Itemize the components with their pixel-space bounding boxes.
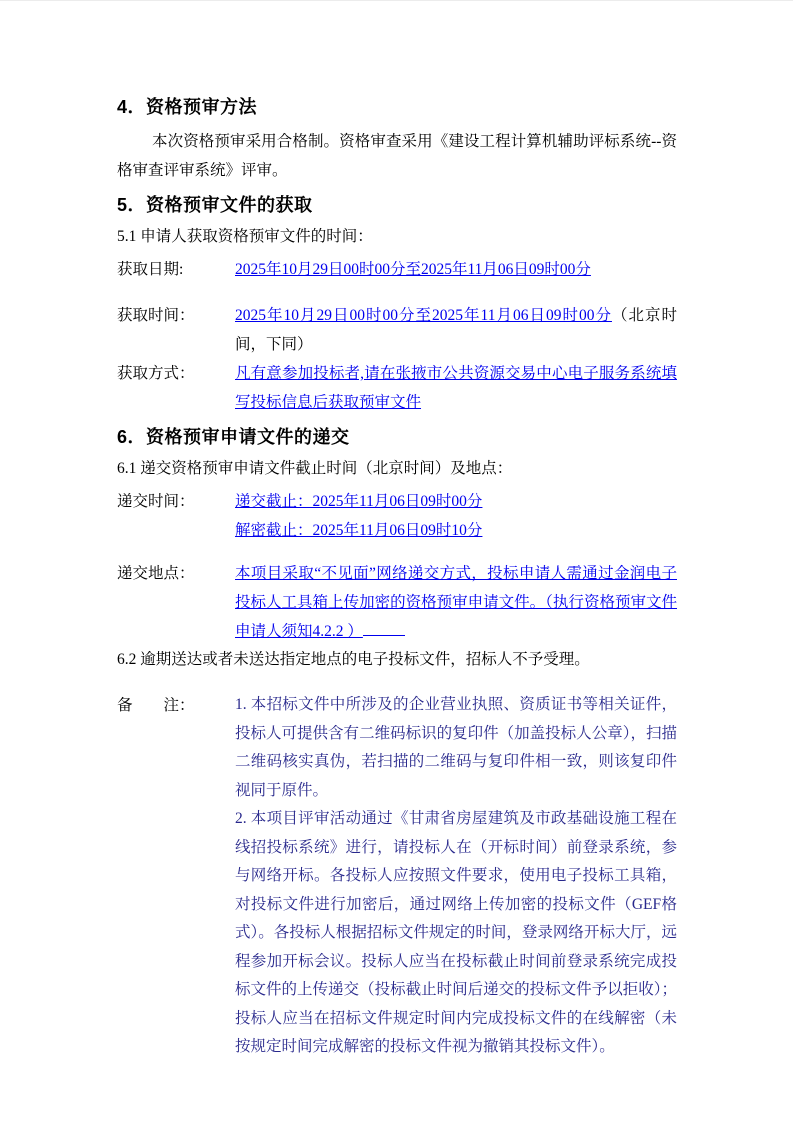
section-5-heading: 5．资格预审文件的获取	[117, 195, 313, 215]
remark-note-1: 1. 本招标文件中所涉及的企业营业执照、资质证书等相关证件，投标人可提供含有二维码标识的复印件（加盖投标人公章），扫描二维码核实真伪，若扫描的二维码与复印件相一致，则该复印件视同于原件。	[235, 696, 677, 799]
acquire-time-link[interactable]: 2025年10月29日00时00分至2025年11月06日09时00分	[235, 307, 612, 324]
section-6-heading: 6．资格预审申请文件的递交	[117, 427, 350, 447]
remark-row	[117, 691, 677, 1062]
acquire-time-suffix: （北京时间，下同）	[235, 307, 677, 353]
submit-place-link[interactable]: 本项目采取“不见面”网络递交方式，投标申请人需通过金润电子投标人工具箱上传加密的资格预审申请文件。（执行资格预审文件申请人须知4.2.2 ）	[235, 565, 677, 640]
remark-note-2: 2. 本项目评审活动通过《甘肃省房屋建筑及市政基础设施工程在线招投标系统》进行，请投标人在（开标时间）前登录系统，参与网络开标。各投标人应按照文件要求，使用电子投标工具箱，对投标文件进行加密后，通过网络上传加密的投标文件（GEF格式）。各投标人根据招标文件规定的时间，登录网络开标大厅，远程参加开标会议。投标人应当在投标截止时间前登录系统完成投标文件的上传递交（投标截止时间后递交的投标文件予以拒收）；投标人应当在招标文件规定时间内完成投标文件的在线解密（未按规定时间完成解密的投标文件视为撤销其投标文件）。	[235, 810, 677, 1055]
submit-place-label: 递交地点：	[117, 565, 195, 582]
acquire-date-label: 获取日期:	[117, 261, 184, 278]
submit-time-value	[235, 487, 677, 545]
acquire-time-value	[235, 301, 677, 359]
acquire-date-link[interactable]: 2025年10月29日00时00分至2025年11月06日09时00分	[235, 261, 591, 278]
acquire-method-value	[235, 359, 677, 417]
submit-place-value	[235, 559, 677, 646]
remark-label: 备 注：	[117, 697, 195, 714]
acquire-method-link[interactable]: 凡有意参加投标者,请在张掖市公共资源交易中心电子服务系统填写投标信息后获取预审文件	[235, 365, 677, 411]
acquire-time-row	[117, 301, 677, 359]
section-6	[117, 426, 677, 672]
clause-6-2: 6.2 逾期送达或者未送达指定地点的电子投标文件，招标人不予受理。	[117, 651, 590, 668]
section-4-paragraph: 本次资格预审采用合格制。资格审查采用《建设工程计算机辅助评标系统--资格审查评审系统》评审。	[117, 133, 677, 179]
document-page	[0, 1, 793, 1123]
section-5	[117, 194, 677, 417]
section-4-heading: 4．资格预审方法	[117, 97, 258, 117]
submit-deadline-line	[235, 487, 677, 516]
acquire-method-label: 获取方式：	[117, 365, 195, 382]
submit-deadline-link[interactable]: 递交截止：2025年11月06日09时00分	[235, 493, 483, 510]
clause-6-1: 6.1 递交资格预审申请文件截止时间（北京时间）及地点：	[117, 460, 513, 477]
submit-time-row	[117, 487, 677, 545]
acquire-date-value	[235, 255, 677, 284]
decrypt-deadline-link[interactable]: 解密截止：2025年11月06日09时10分	[235, 522, 483, 539]
submit-place-row	[117, 559, 677, 646]
submit-place-trailing-underline	[363, 633, 405, 636]
submit-time-label: 递交时间：	[117, 493, 195, 510]
acquire-method-row	[117, 359, 677, 417]
clause-5-1: 5.1 申请人获取资格预审文件的时间：	[117, 228, 373, 245]
acquire-time-label: 获取时间：	[117, 307, 195, 324]
remark-value	[235, 691, 677, 1062]
decrypt-deadline-line	[235, 516, 677, 545]
acquire-date-row	[117, 255, 677, 284]
section-4	[117, 96, 677, 185]
